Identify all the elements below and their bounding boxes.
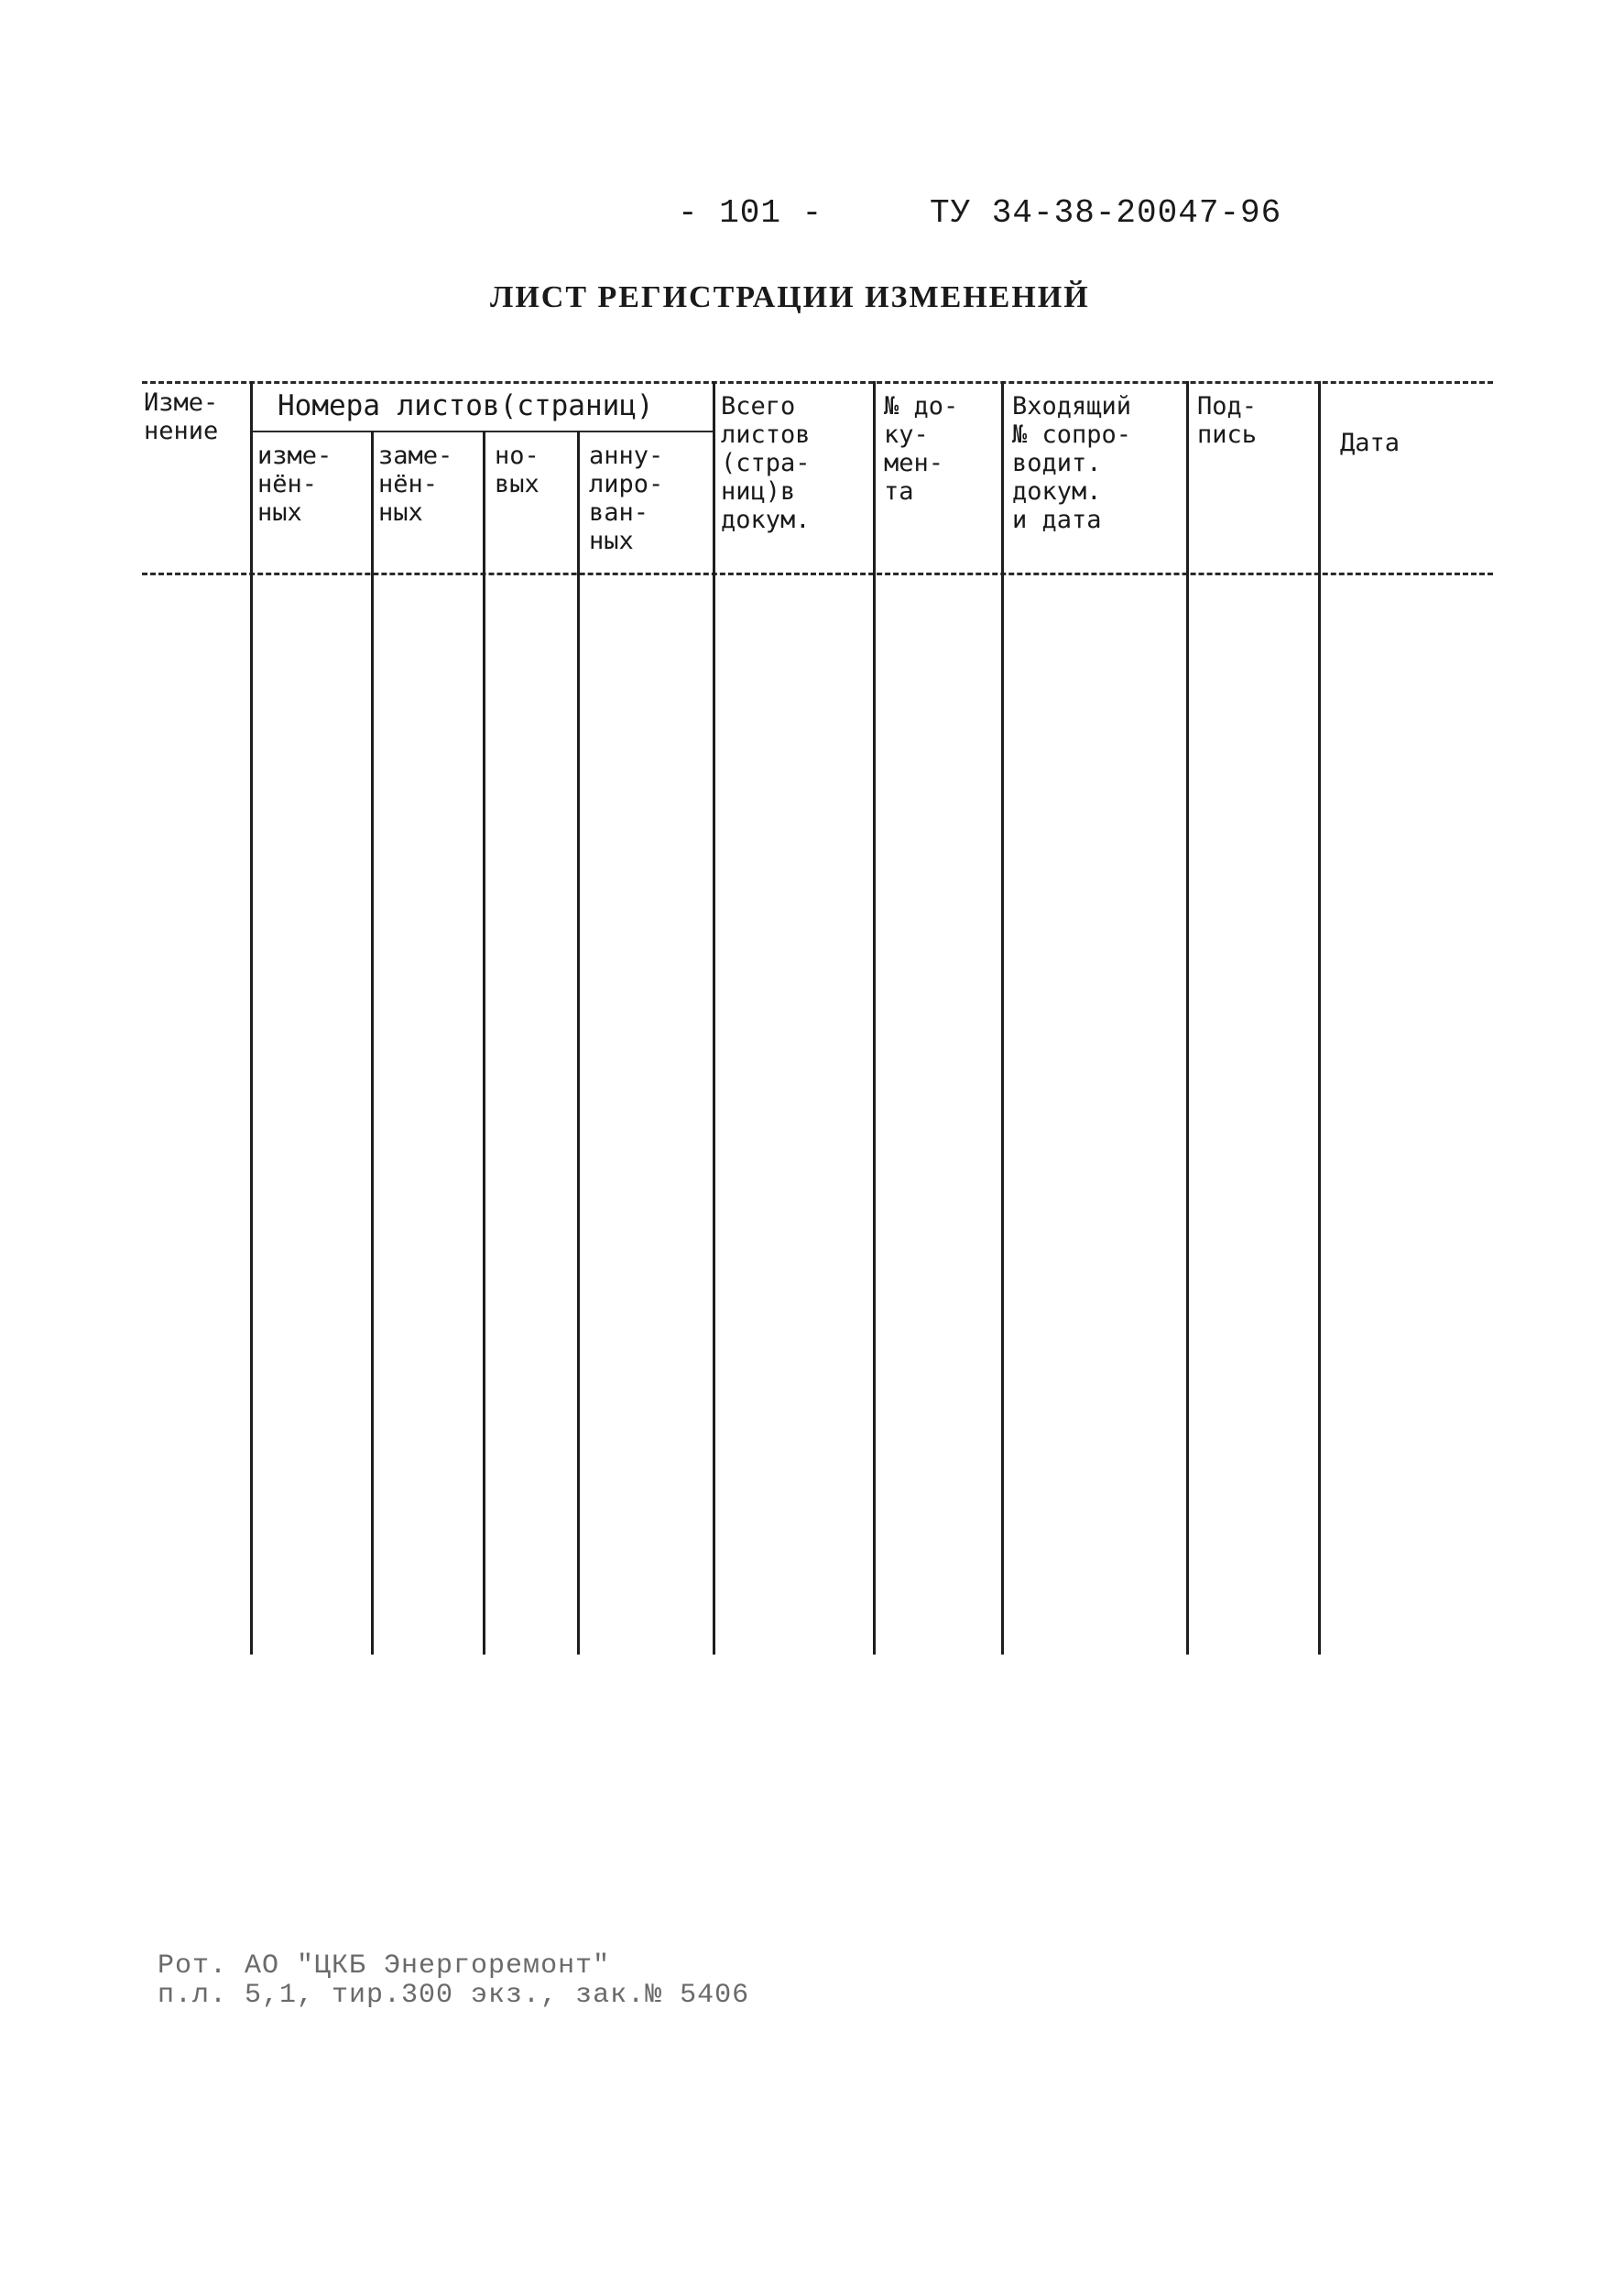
col-total-sheets-header: Всего листов (стра- ниц)в докум. (721, 392, 811, 534)
col-document-number-header: № до- ку- мен- та (884, 392, 959, 506)
col-signature-header: Под- пись (1197, 392, 1258, 449)
column-divider (577, 431, 580, 1655)
document-code: ТУ 34-38-20047-96 (930, 194, 1282, 232)
subcol-new-header: но- вых (495, 442, 540, 498)
group-header-sheet-numbers: Номера листов(страниц) (278, 389, 654, 422)
table-top-rule (142, 381, 1493, 384)
col-date-header: Дата (1340, 429, 1401, 457)
column-divider (371, 431, 374, 1655)
print-imprint (158, 1951, 749, 2010)
imprint-line-1: Рот. АО "ЦКБ Энергоремонт" (158, 1950, 611, 1982)
subcol-replaced-header: заме- нён- ных (378, 442, 453, 527)
header-bottom-rule (142, 573, 1493, 575)
subcol-changed-header: изме- нён- ных (257, 442, 332, 527)
column-divider (873, 381, 876, 1655)
group-header-underline (250, 431, 713, 432)
column-divider (250, 381, 253, 1655)
page-number: - 101 - (678, 194, 823, 232)
column-divider (713, 381, 715, 1655)
change-registration-table (142, 381, 1493, 1655)
column-divider (1001, 381, 1004, 1655)
page-title: ЛИСТ РЕГИСТРАЦИИ ИЗМЕНЕНИЙ (490, 280, 1090, 314)
column-divider (483, 431, 485, 1655)
col-incoming-doc-header: Входящий № сопро- водит. докум. и дата (1012, 392, 1132, 534)
col-change-header: Изме- нение (144, 388, 219, 445)
subcol-annulled-header: анну- лиро- ван- ных (589, 442, 664, 555)
imprint-line-2: п.л. 5,1, тир.300 экз., зак.№ 5406 (158, 1980, 750, 2011)
column-divider (1318, 381, 1321, 1655)
column-divider (1186, 381, 1189, 1655)
